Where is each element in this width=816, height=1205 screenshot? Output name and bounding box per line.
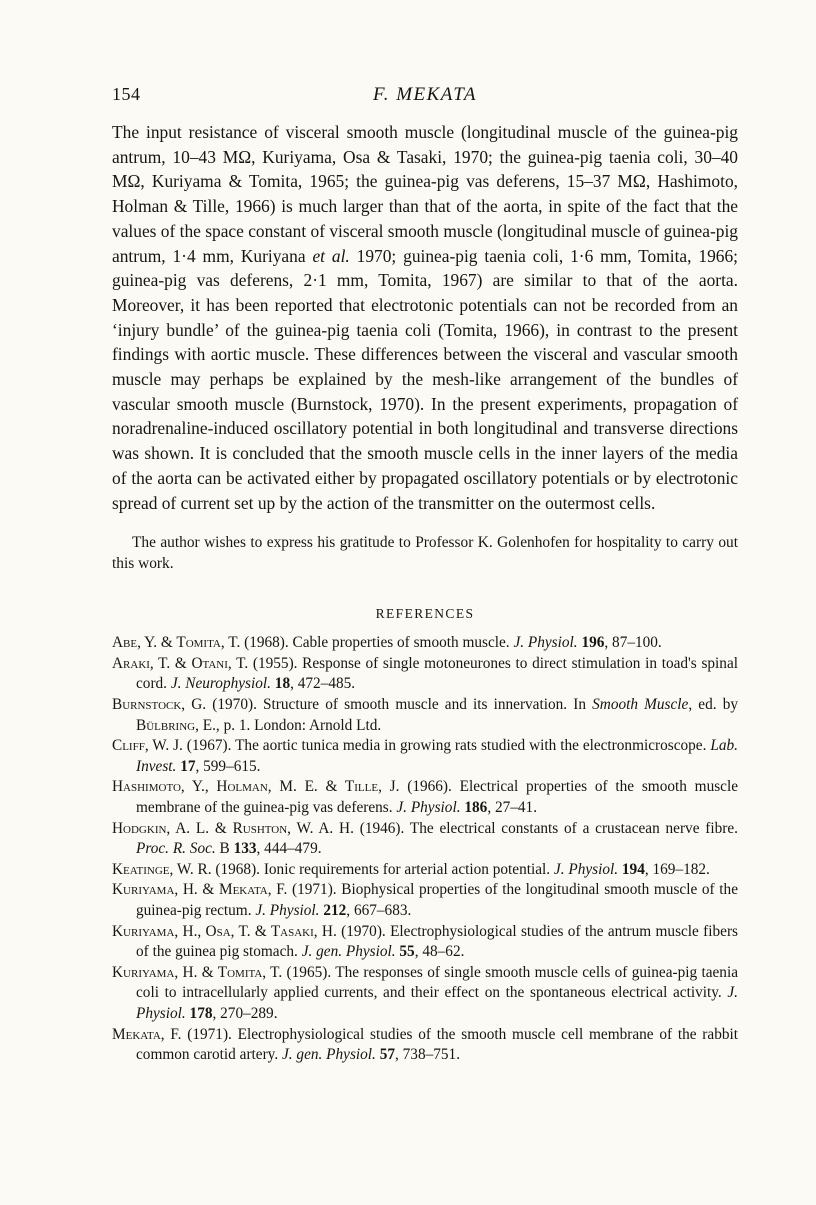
page-header	[112, 84, 738, 110]
text-segment: Bülbring, E.	[136, 716, 216, 734]
reference-item	[112, 880, 738, 921]
text-segment: , 87–100.	[604, 634, 662, 652]
text-segment: (1970). Electrophysiological studies of the antrum muscle fibers of the guinea pig stomach.	[136, 922, 738, 961]
text-segment: (1967). The aortic tunica media in growing rats studied with the electronmicroscope.	[182, 737, 711, 755]
text-segment: 18	[274, 675, 291, 693]
reference-item	[112, 1025, 738, 1066]
text-segment: , 738–751.	[395, 1046, 461, 1064]
text-segment: , 27–41.	[487, 799, 538, 816]
reference-item	[112, 695, 738, 736]
reference-item	[112, 633, 738, 654]
text-segment: J. Neurophysiol.	[170, 675, 271, 693]
text-segment: Smooth Muscle	[592, 696, 689, 714]
text-segment: 133	[233, 840, 257, 858]
text-segment: 196	[581, 634, 605, 652]
text-segment: J. Physiol.	[553, 860, 619, 878]
running-title: F. MEKATA	[373, 84, 477, 105]
reference-item	[112, 736, 738, 777]
text-segment: Araki, T. & Otani, T.	[112, 654, 249, 672]
reference-item	[112, 922, 738, 963]
text-segment: (1971). Electrophysiological studies of the smooth muscle cell membrane of the rabbit common carotid artery.	[136, 1025, 738, 1064]
text-segment: , 270–289.	[212, 1004, 278, 1022]
text-segment: J. gen. Physiol.	[301, 943, 396, 961]
body-paragraph	[112, 120, 738, 515]
text-segment: 55	[399, 943, 415, 961]
text-segment: (1970). Structure of smooth muscle and its innervation. In	[206, 696, 593, 714]
reference-item	[112, 654, 738, 695]
text-segment: J. Physiol.	[513, 634, 578, 652]
text-segment: Kuriyama, H. & Tomita, T.	[112, 963, 283, 981]
text-segment: Proc. R. Soc.	[136, 840, 216, 858]
references-list	[112, 633, 738, 1065]
text-segment: Abe, Y. & Tomita, T.	[112, 634, 241, 652]
text-segment: J. Physiol.	[396, 799, 461, 816]
text-segment: The input resistance of visceral smooth muscle (longitudinal muscle of the guinea-pig antrum, 10–43 MΩ, Kuriyama, Osa & Tasaki, 1970; the guinea-pig taenia coli, 30–40 MΩ, Kuriyama & Tomita, 1965; the guinea-pig vas deferens, 15–37 MΩ, Hashimoto, Holman & Tille, 1966) is much larger than that of the aorta, in spite of the fact that the values of the space constant of visceral smooth muscle (longitudinal muscle of guinea-pig antrum, 1·4 mm, Kuriyana	[112, 122, 738, 266]
text-segment: Mekata, F.	[112, 1025, 182, 1043]
text-segment: (1955). Response of single motoneurones to direct stimulation in toad's spinal cord.	[136, 654, 738, 693]
reference-item	[112, 819, 738, 860]
reference-item	[112, 963, 738, 1025]
reference-item	[112, 860, 738, 881]
text-segment: Hodgkin, A. L. & Rushton, W. A. H.	[112, 819, 354, 837]
text-segment: (1966). Electrical properties of the smooth muscle membrane of the guinea-pig vas deferens.	[136, 778, 738, 816]
text-segment: B	[215, 840, 234, 858]
text-segment: J. Physiol.	[136, 984, 738, 1022]
text-segment: et al.	[312, 245, 350, 266]
text-segment: , 667–683.	[346, 901, 412, 919]
text-segment: (1968). Cable properties of smooth muscle.	[240, 634, 514, 652]
text-segment: , ed. by	[688, 696, 739, 714]
acknowledgment-paragraph: The author wishes to express his gratitude to Professor K. Golenhofen for hospitality to carry out this work.	[112, 534, 738, 573]
text-segment: (1946). The electrical constants of a crustacean nerve fibre.	[353, 819, 738, 837]
text-segment: Hashimoto, Y., Holman, M. E. & Tille, J.	[112, 778, 400, 796]
text-segment: 1970; guinea-pig taenia coli, 1·6 mm, Tomita, 1966; guinea-pig vas deferens, 2·1 mm, Tomita, 1967) are similar to that of the aorta. Moreover, it has been reported that electrotonic potentials can not be recorded from an ‘injury bundle’ of the guinea-pig taenia coli (Tomita, 1966), in contrast to the present findings with aortic muscle. These differences between the visceral and vascular smooth muscle may perhaps be explained by the mesh-like arrangement of the bundles of vascular smooth muscle (Burnstock, 1970). In the present experiments, propagation of noradrenaline-induced oscillatory potential in both longitudinal and transverse directions was shown. It is concluded that the smooth muscle cells in the inner layers of the media of the aorta can be activated either by propagated oscillatory potentials or by electrotonic spread of current set up by the action of the transmitter on the outermost cells.	[112, 245, 738, 513]
text-segment: (1965). The responses of single smooth muscle cells of guinea-pig taenia coli to intracellularly applied currents, and their effect on the spontaneous electrical activity.	[136, 963, 738, 1002]
text-segment: , 472–485.	[290, 675, 356, 693]
text-segment: 17	[180, 757, 196, 775]
text-segment: 178	[189, 1004, 213, 1022]
text-segment: Burnstock, G.	[112, 696, 207, 714]
text-segment: Kuriyama, H., Osa, T. & Tasaki, H.	[112, 922, 337, 940]
text-segment: (1971). Biophysical properties of the longitudinal smooth muscle of the guinea-pig rectum.	[136, 881, 738, 919]
text-segment: (1968). Ionic requirements for arterial action potential.	[211, 860, 554, 878]
references-heading: REFERENCES	[375, 606, 475, 622]
page-number: 154	[112, 84, 141, 104]
text-segment: Keatinge, W. R.	[112, 860, 212, 878]
text-segment: Kuriyama, H. & Mekata, F.	[112, 881, 288, 899]
text-segment: 57	[379, 1046, 395, 1064]
text-segment: , p. 1. London: Arnold Ltd.	[215, 716, 382, 734]
text-segment: 212	[323, 901, 347, 919]
text-segment: Lab. Invest.	[136, 737, 738, 775]
text-segment: , 169–182.	[644, 860, 710, 878]
text-segment: 194	[621, 860, 645, 878]
text-segment: , 444–479.	[256, 840, 322, 858]
reference-item	[112, 777, 738, 818]
text-segment: 186	[464, 799, 488, 816]
text-segment: , 48–62.	[414, 943, 465, 961]
text-segment: , 599–615.	[195, 757, 261, 775]
text-segment: J. Physiol.	[255, 901, 320, 919]
text-segment: Cliff, W. J.	[112, 737, 183, 755]
text-segment: J. gen. Physiol.	[281, 1046, 376, 1064]
